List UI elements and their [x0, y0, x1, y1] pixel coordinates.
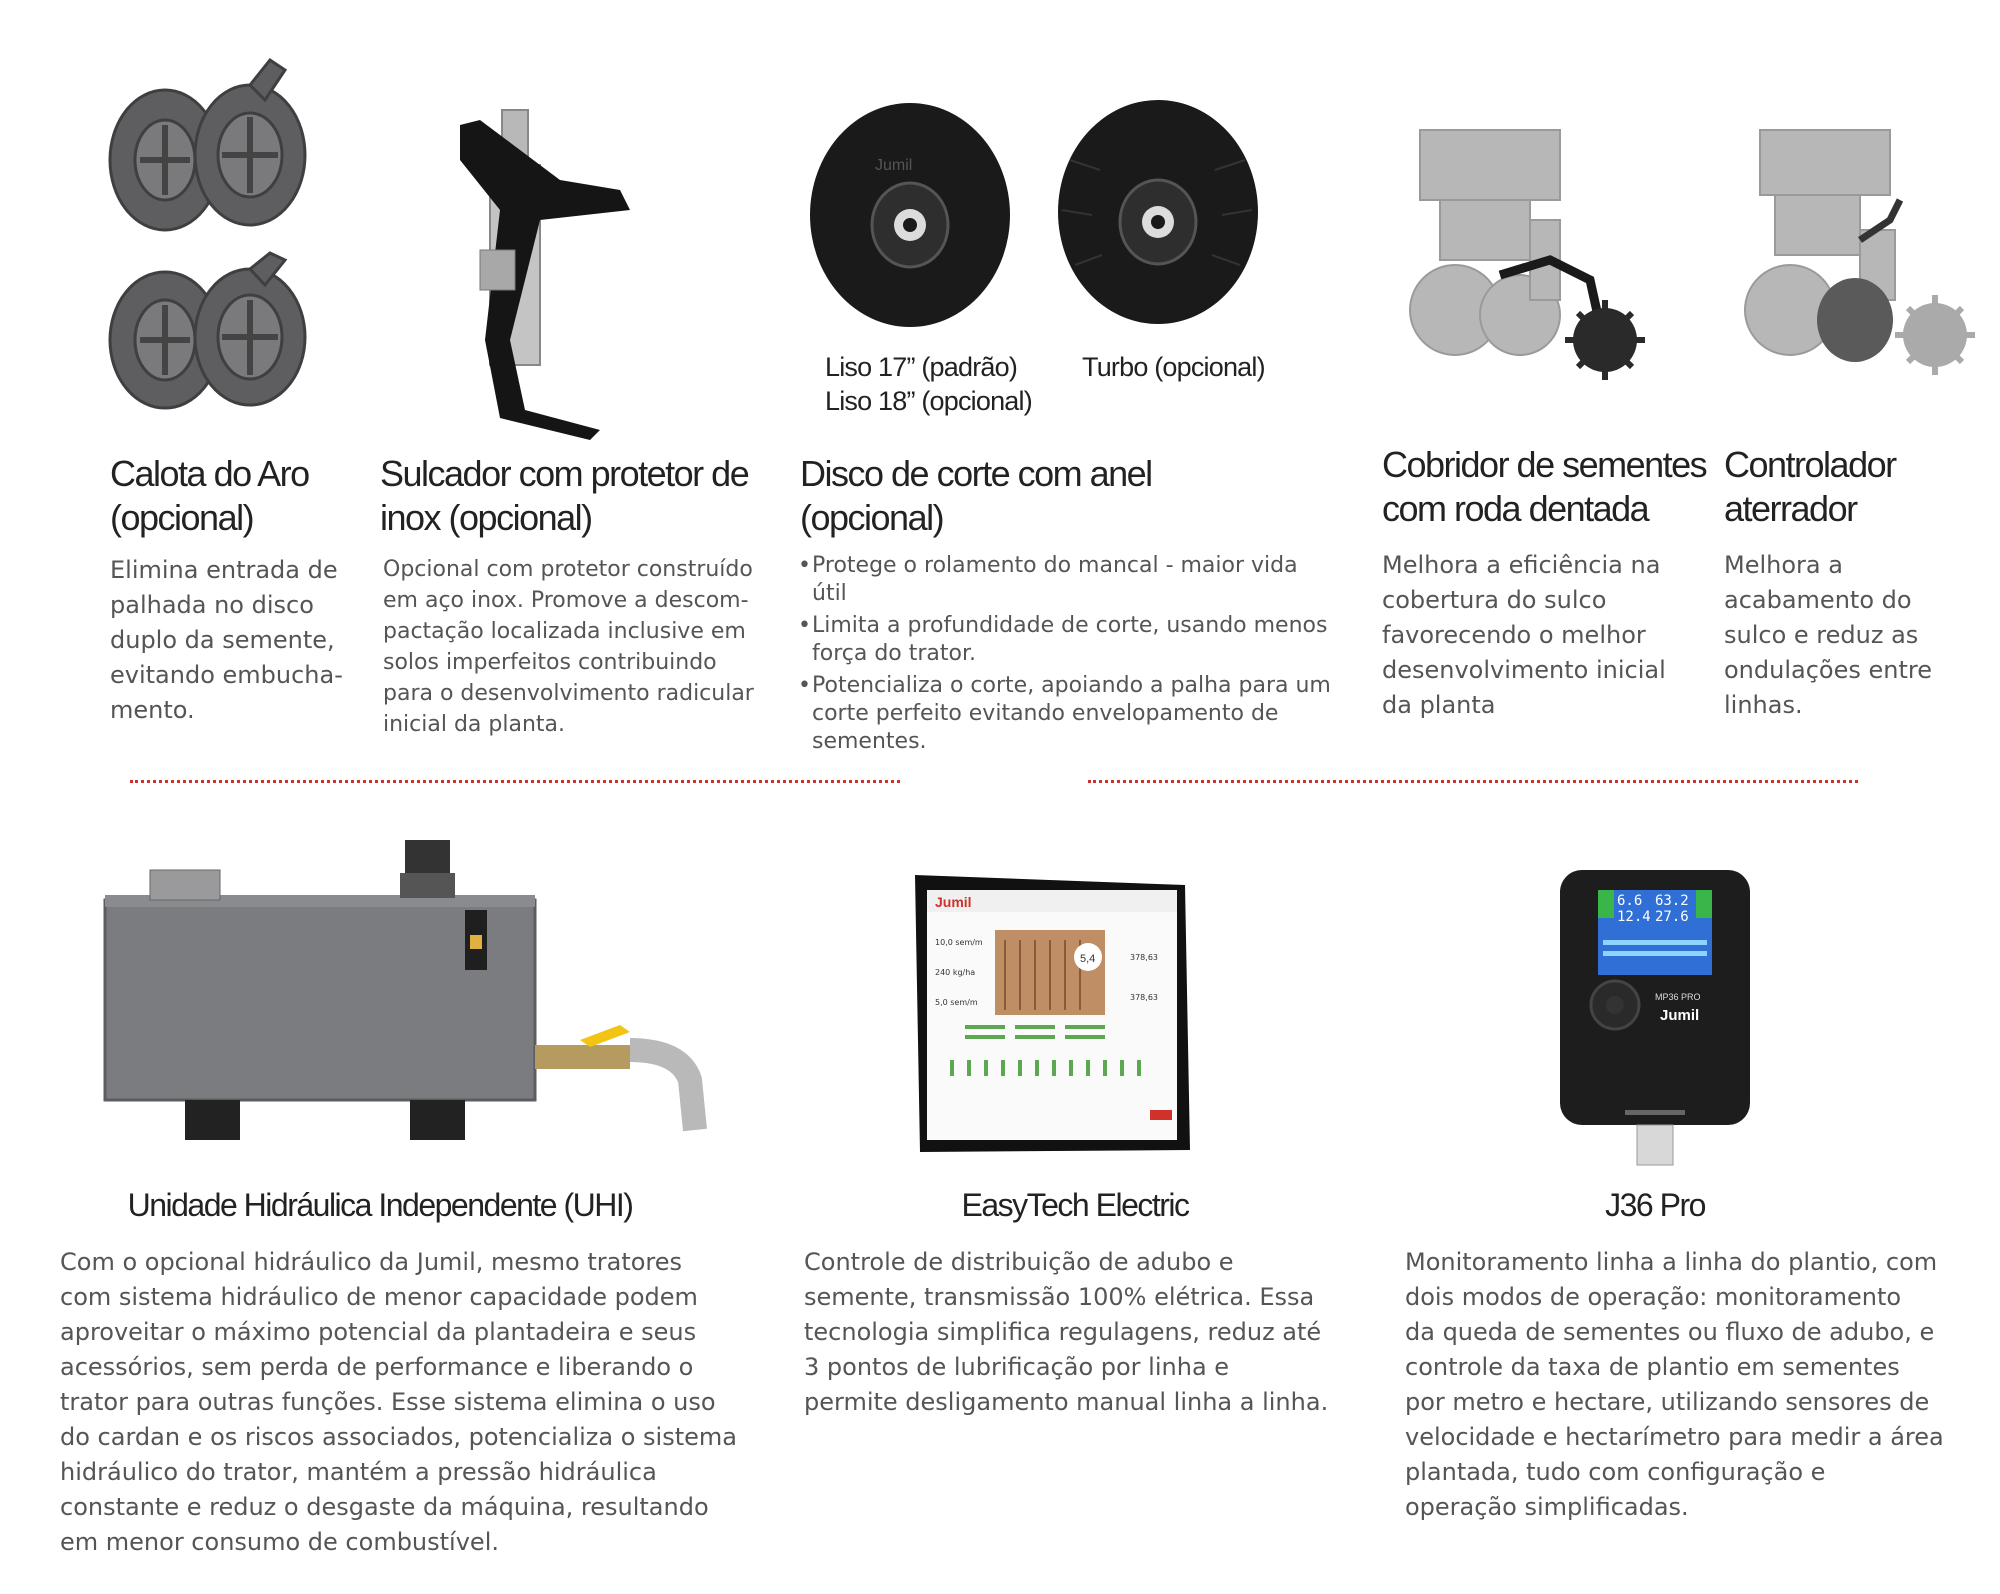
j36-desc-line: Monitoramento linha a linha do plantio, com [1405, 1248, 1938, 1276]
cobridor-title [1382, 443, 1722, 531]
disco-title-line: (opcional) [800, 497, 944, 538]
divider-left [130, 780, 900, 783]
sulcador-desc-line: Opcional com protetor construído [383, 557, 753, 582]
controlador-title-line: aterrador [1724, 488, 1857, 529]
cobridor-desc-line: Melhora a eficiência na [1382, 551, 1661, 579]
easytech-desc-line: semente, transmissão 100% elétrica. Essa [804, 1283, 1315, 1311]
j36-desc [1405, 1245, 1985, 1525]
disc-caption-liso-1: Liso 17” (padrão) [825, 352, 1018, 382]
easytech-desc-line: 3 pontos de lubrificação por linha e [804, 1353, 1230, 1381]
tablet-readout: 5,0 sem/m [935, 998, 978, 1007]
calota-title-line: Calota do Aro [110, 453, 309, 494]
depth-controller-image [1740, 120, 1980, 390]
uhi-desc-line: com sistema hidráulico de menor capacidade podem [60, 1283, 698, 1311]
disco-bullet-line: Protege o rolamento do mancal - maior vida útil [812, 553, 1298, 606]
calota-title [110, 452, 350, 540]
controlador-desc-line: Melhora a [1724, 551, 1843, 579]
sulcador-title [380, 452, 760, 540]
monitor-value: 12.4 [1617, 909, 1651, 925]
disco-bullet [798, 612, 1338, 668]
disco-bullets [798, 552, 1338, 760]
calota-desc-line: mento. [110, 696, 195, 724]
furrow-opener-image [440, 100, 640, 440]
easytech-title: EasyTech Electric [961, 1187, 1189, 1223]
calota-desc-line: duplo da semente, [110, 626, 335, 654]
tablet-brand: Jumil [935, 894, 972, 910]
monitor-image [1555, 865, 1755, 1175]
disco-bullet-line: • Potencializa o corte, apoiando a palha para um [812, 673, 1331, 698]
uhi-desc-line: trator para outras funções. Esse sistema elimina o uso [60, 1388, 716, 1416]
easytech-desc-line: Controle de distribuição de adubo e [804, 1248, 1234, 1276]
calota-title-line: (opcional) [110, 497, 254, 538]
j36-desc-line: velocidade e hectarímetro para medir a área [1405, 1423, 1944, 1451]
divider-right [1088, 780, 1858, 783]
j36-desc-line: controle da taxa de plantio em sementes [1405, 1353, 1900, 1381]
uhi-desc-line: do cardan e os riscos associados, potencializa o sistema [60, 1423, 737, 1451]
disco-bullet-line: força do trator. [812, 641, 977, 666]
controlador-desc-line: ondulações entre [1724, 656, 1932, 684]
uhi-desc-line: aproveitar o máximo potencial da plantadeira e seus [60, 1318, 697, 1346]
disco-bullet-line: • Limita a profundidade de corte, usando menos [812, 613, 1328, 638]
svg-text:Jumil: Jumil [875, 157, 913, 174]
seed-coverer-image [1400, 120, 1640, 390]
sulcador-desc-line: para o desenvolvimento radicular [383, 681, 754, 706]
j36-desc-line: da queda de sementes ou fluxo de adubo, e [1405, 1318, 1935, 1346]
hydraulic-unit-image [100, 835, 710, 1145]
j36-title: J36 Pro [1605, 1187, 1705, 1223]
uhi-desc-line: acessórios, sem perda de performance e liberando o [60, 1353, 694, 1381]
j36-desc-line: dois modos de operação: monitoramento [1405, 1283, 1902, 1311]
calota-desc-line: evitando embucha- [110, 661, 343, 689]
calota-desc-line: Elimina entrada de [110, 556, 338, 584]
sulcador-desc-line: em aço inox. Promove a descom- [383, 588, 749, 613]
uhi-desc-line: constante e reduz o desgaste da máquina, resultando [60, 1493, 709, 1521]
monitor-model: MP36 PRO [1655, 992, 1701, 1002]
controlador-title [1724, 443, 1974, 531]
sulcador-desc-line: solos imperfeitos contribuindo [383, 650, 717, 675]
disco-title-line: Disco de corte com anel [800, 453, 1152, 494]
j36-desc-line: operação simplificadas. [1405, 1493, 1689, 1521]
j36-desc-line: plantada, tudo com configuração e [1405, 1458, 1826, 1486]
uhi-desc-line: Com o opcional hidráulico da Jumil, mesmo tratores [60, 1248, 683, 1276]
gauge-wheels-image [100, 55, 320, 430]
disco-bullet [798, 552, 1338, 608]
tablet-readout: 10,0 sem/m [935, 938, 983, 947]
controlador-title-line: Controlador [1724, 444, 1896, 485]
controlador-desc-line: acabamento do [1724, 586, 1912, 614]
sulcador-desc [383, 554, 783, 740]
cobridor-desc-line: favorecendo o melhor [1382, 621, 1646, 649]
disco-title [800, 452, 1200, 540]
sulcador-title-line: Sulcador com protetor de [380, 453, 749, 494]
tablet-readout-right: 378,63 [1130, 993, 1158, 1002]
disc-caption-liso-2: Liso 18” (opcional) [825, 386, 1032, 416]
easytech-desc-line: tecnologia simplifica regulagens, reduz até [804, 1318, 1322, 1346]
sulcador-title-line: inox (opcional) [380, 497, 592, 538]
sulcador-desc-line: pactação localizada inclusive em [383, 619, 746, 644]
tablet-badge: 5,4 [1080, 953, 1096, 965]
calota-desc [110, 553, 370, 728]
tablet-readout: 240 kg/ha [935, 968, 976, 977]
monitor-value: 27.6 [1655, 909, 1689, 925]
tablet-image [905, 870, 1195, 1160]
cobridor-desc [1382, 548, 1702, 723]
disc-caption-liso [825, 350, 1032, 418]
controlador-desc [1724, 548, 1974, 723]
calota-desc-line: palhada no disco [110, 591, 314, 619]
uhi-title: Unidade Hidráulica Independente (UHI) [127, 1187, 633, 1223]
cobridor-title-line: Cobridor de sementes [1382, 444, 1707, 485]
cobridor-title-line: com roda dentada [1382, 488, 1649, 529]
j36-desc-line: por metro e hectare, utilizando sensores de [1405, 1388, 1930, 1416]
cobridor-desc-line: desenvolvimento inicial [1382, 656, 1666, 684]
easytech-desc-line: permite desligamento manual linha a linha. [804, 1388, 1329, 1416]
uhi-desc-line: hidráulico do trator, mantém a pressão hidráulica [60, 1458, 657, 1486]
disco-bullet-line: sementes. [812, 729, 927, 754]
cutting-discs-image [800, 100, 1280, 340]
controlador-desc-line: linhas. [1724, 691, 1803, 719]
disc-caption-turbo-1: Turbo (opcional) [1082, 352, 1265, 382]
tablet-readout-right: 378,63 [1130, 953, 1158, 962]
monitor-brand: Jumil [1660, 1007, 1700, 1024]
monitor-value: 63.2 [1655, 893, 1689, 909]
disc-caption-turbo [1082, 350, 1265, 384]
uhi-desc-line: em menor consumo de combustível. [60, 1528, 499, 1556]
disco-bullet [798, 672, 1338, 756]
sulcador-desc-line: inicial da planta. [383, 712, 566, 737]
uhi-desc [60, 1245, 740, 1560]
controlador-desc-line: sulco e reduz as [1724, 621, 1919, 649]
cobridor-desc-line: cobertura do sulco [1382, 586, 1607, 614]
monitor-value: 6.6 [1617, 893, 1643, 909]
easytech-desc [804, 1245, 1344, 1420]
disco-bullet-line: corte perfeito evitando envelopamento de [812, 701, 1279, 726]
cobridor-desc-line: da planta [1382, 691, 1496, 719]
